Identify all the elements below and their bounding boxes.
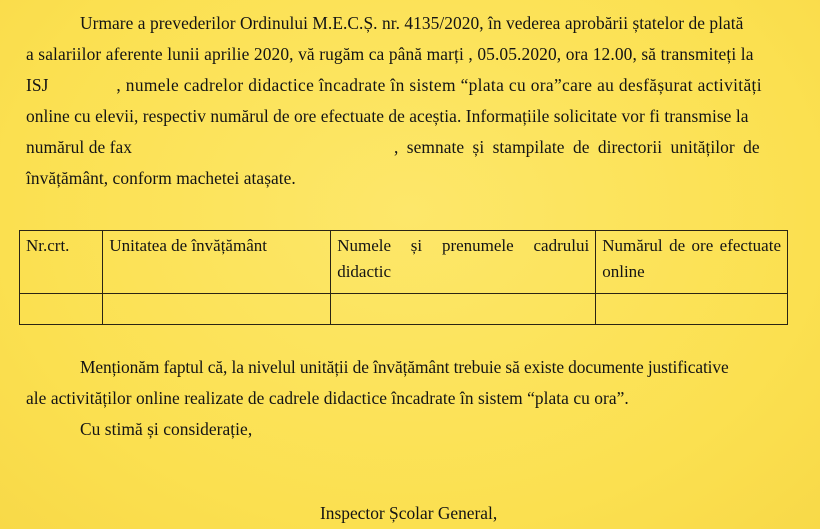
isj-label: ISJ	[26, 75, 49, 95]
fax-label: numărul de fax	[26, 137, 132, 157]
intro-line-6: învățământ, conform machetei atașate.	[26, 168, 296, 188]
teachers-table	[19, 230, 788, 325]
intro-line-1: Urmare a prevederilor Ordinului M.E.C.Ș. nr. 4135/2020, în vederea aprobării ștatelor de plată	[80, 13, 744, 33]
intro-paragraph	[26, 8, 798, 194]
intro-line-2	[26, 39, 798, 70]
closing-line-3: Cu stimă și considerație,	[80, 419, 253, 439]
closing-paragraph	[26, 352, 806, 445]
intro-line-5-rest: , semnate și stampilate de directorii unităților de	[393, 137, 760, 157]
header-nr-crt: Nr.crt.	[20, 231, 103, 294]
table-header-row	[20, 231, 788, 294]
header-nume-prenume: Numele și prenumele cadrului didactic	[331, 231, 596, 294]
table-cell[interactable]	[596, 294, 788, 325]
table-row	[20, 294, 788, 325]
intro-line-5	[26, 132, 798, 163]
closing-line-2: ale activităților online realizate de cadrele didactice încadrate în sistem “plata cu ora”.	[26, 388, 629, 408]
table-cell[interactable]	[20, 294, 103, 325]
header-unitate: Unitatea de învățământ	[103, 231, 331, 294]
header-numar-ore: Numărul de ore efectuate online	[596, 231, 788, 294]
intro-line-3-rest: , numele cadrelor didactice încadrate în sistem “plata cu ora”care au desfășurat activități	[116, 75, 762, 95]
intro-line-4: online cu elevii, respectiv numărul de ore efectuate de aceștia. Informațiile solicitate vor fi transmise la	[26, 106, 749, 126]
table-cell[interactable]	[331, 294, 596, 325]
signature-title: Inspector Școlar General,	[320, 503, 498, 523]
table-cell[interactable]	[103, 294, 331, 325]
intro-line-2-text: a salariilor aferente lunii aprilie 2020, vă rugăm ca până marți , 05.05.2020, ora 12.00, să transmiteți la	[26, 44, 754, 64]
intro-line-3	[26, 70, 798, 101]
closing-line-1: Menționăm faptul că, la nivelul unității de învățământ trebuie să existe documente justificative	[80, 357, 729, 377]
